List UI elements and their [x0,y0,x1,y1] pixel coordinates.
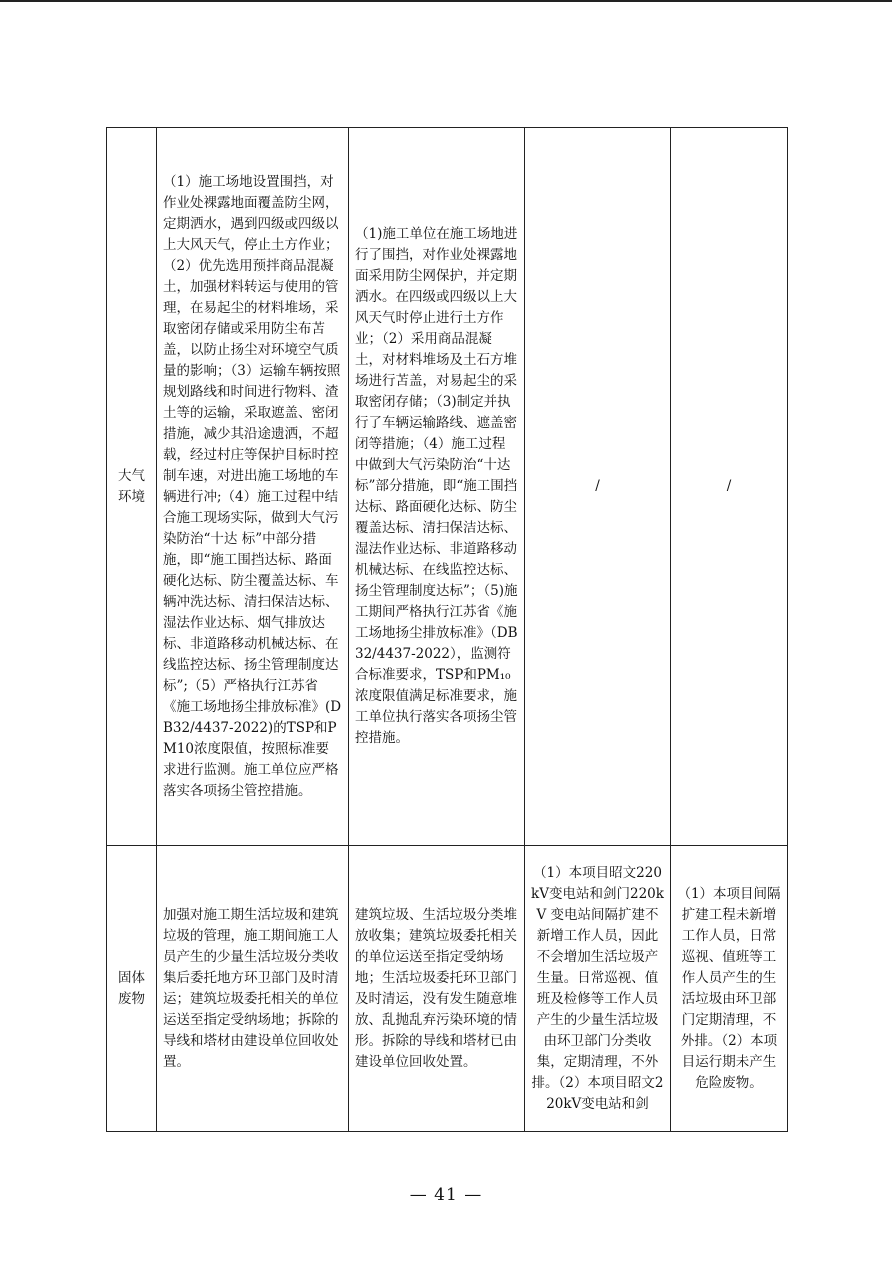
page-top-rule [0,0,892,2]
page-number: — 41 — [409,1185,483,1205]
operation-measures-cell: / [525,128,671,846]
implementation-cell: （1)施工单位在施工场地进行了围挡，对作业处裸露地面采用防尘网保护，并定期洒水。在四级或四级以上大风天气时停止进行土方作业；（2）采用商品混凝土，对材料堆场及土石方堆场进行苫盖，对易起尘的采取密闭存储；（3)制定并执行了车辆运输路线、遮盖密闭等措施；（4）施工过程中做到大气污染防治“十达标”部分措施，即“施工围挡达标、路面硬化达标、防尘覆盖达标、清扫保洁达标、湿法作业达标、非道路移动机械达标、在线监控达标、扬尘管理制度达标”；（5)施工期间严格执行江苏省《施工场地扬尘排放标准》（DB32/4437-2022），监测符合标准要求，TSP和PM₁₀浓度限值满足标准要求，施工单位执行落实各项扬尘管控措施。 [349,128,525,846]
category-cell: 固体废物 [107,846,157,1132]
table-row [107,128,788,846]
measures-table [106,127,788,1132]
operation-status-cell: （1）本项目间隔扩建工程未新增工作人员，日常巡视、值班等工作人员产生的生活垃圾由环卫部门定期清理，不外排。（2）本项目运行期未产生危险废物。 [671,846,788,1132]
design-measures-cell: 加强对施工期生活垃圾和建筑垃圾的管理，施工期间施工人员产生的少量生活垃圾分类收集后委托地方环卫部门及时清运；建筑垃圾委托相关的单位运送至指定受纳场地；拆除的导线和塔材由建设单位回收处置。 [157,846,349,1132]
implementation-cell: 建筑垃圾、生活垃圾分类堆放收集；建筑垃圾委托相关的单位运送至指定受纳场地；生活垃圾委托环卫部门及时清运，没有发生随意堆放、乱抛乱弃污染环境的情形。拆除的导线和塔材已由建设单位回收处置。 [349,846,525,1132]
operation-measures-cell: （1）本项目昭文220kV变电站和剑门220kV 变电站间隔扩建不新增工作人员，因此不会增加生活垃圾产生量。日常巡视、值班及检修等工作人员产生的少量生活垃圾由环卫部门分类收集，定期清理，不外排。（2）本项目昭文220kV变电站和剑 [525,846,671,1132]
category-cell: 大气环境 [107,128,157,846]
table-row [107,846,788,1132]
design-measures-cell: （1）施工场地设置围挡，对作业处裸露地面覆盖防尘网，定期洒水，遇到四级或四级以上大风天气，停止土方作业；（2）优先选用预拌商品混凝土，加强材料转运与使用的管理，在易起尘的材料堆场，采取密闭存储或采用防尘布苫盖，以防止扬尘对环境空气质量的影响；（3）运输车辆按照规划路线和时间进行物料、渣土等的运输，采取遮盖、密闭措施，减少其沿途遗洒，不超载，经过村庄等保护目标时控制车速，对进出施工场地的车辆进行冲;（4）施工过程中结合施工现场实际，做到大气污染防治“十达 标”中部分措施，即“施工围挡达标、路面硬化达标、防尘覆盖达标、车辆冲洗达标、清扫保洁达标、湿法作业达标、烟气排放达标、非道路移动机械达标、在线监控达标、扬尘管理制度达标”;（5）严格执行江苏省《施工场地扬尘排放标准》(DB32/4437-2022)的TSP和PM10浓度限值，按照标准要求进行监测。施工单位应严格落实各项扬尘管控措施。 [157,128,349,846]
operation-status-cell: / [671,128,788,846]
